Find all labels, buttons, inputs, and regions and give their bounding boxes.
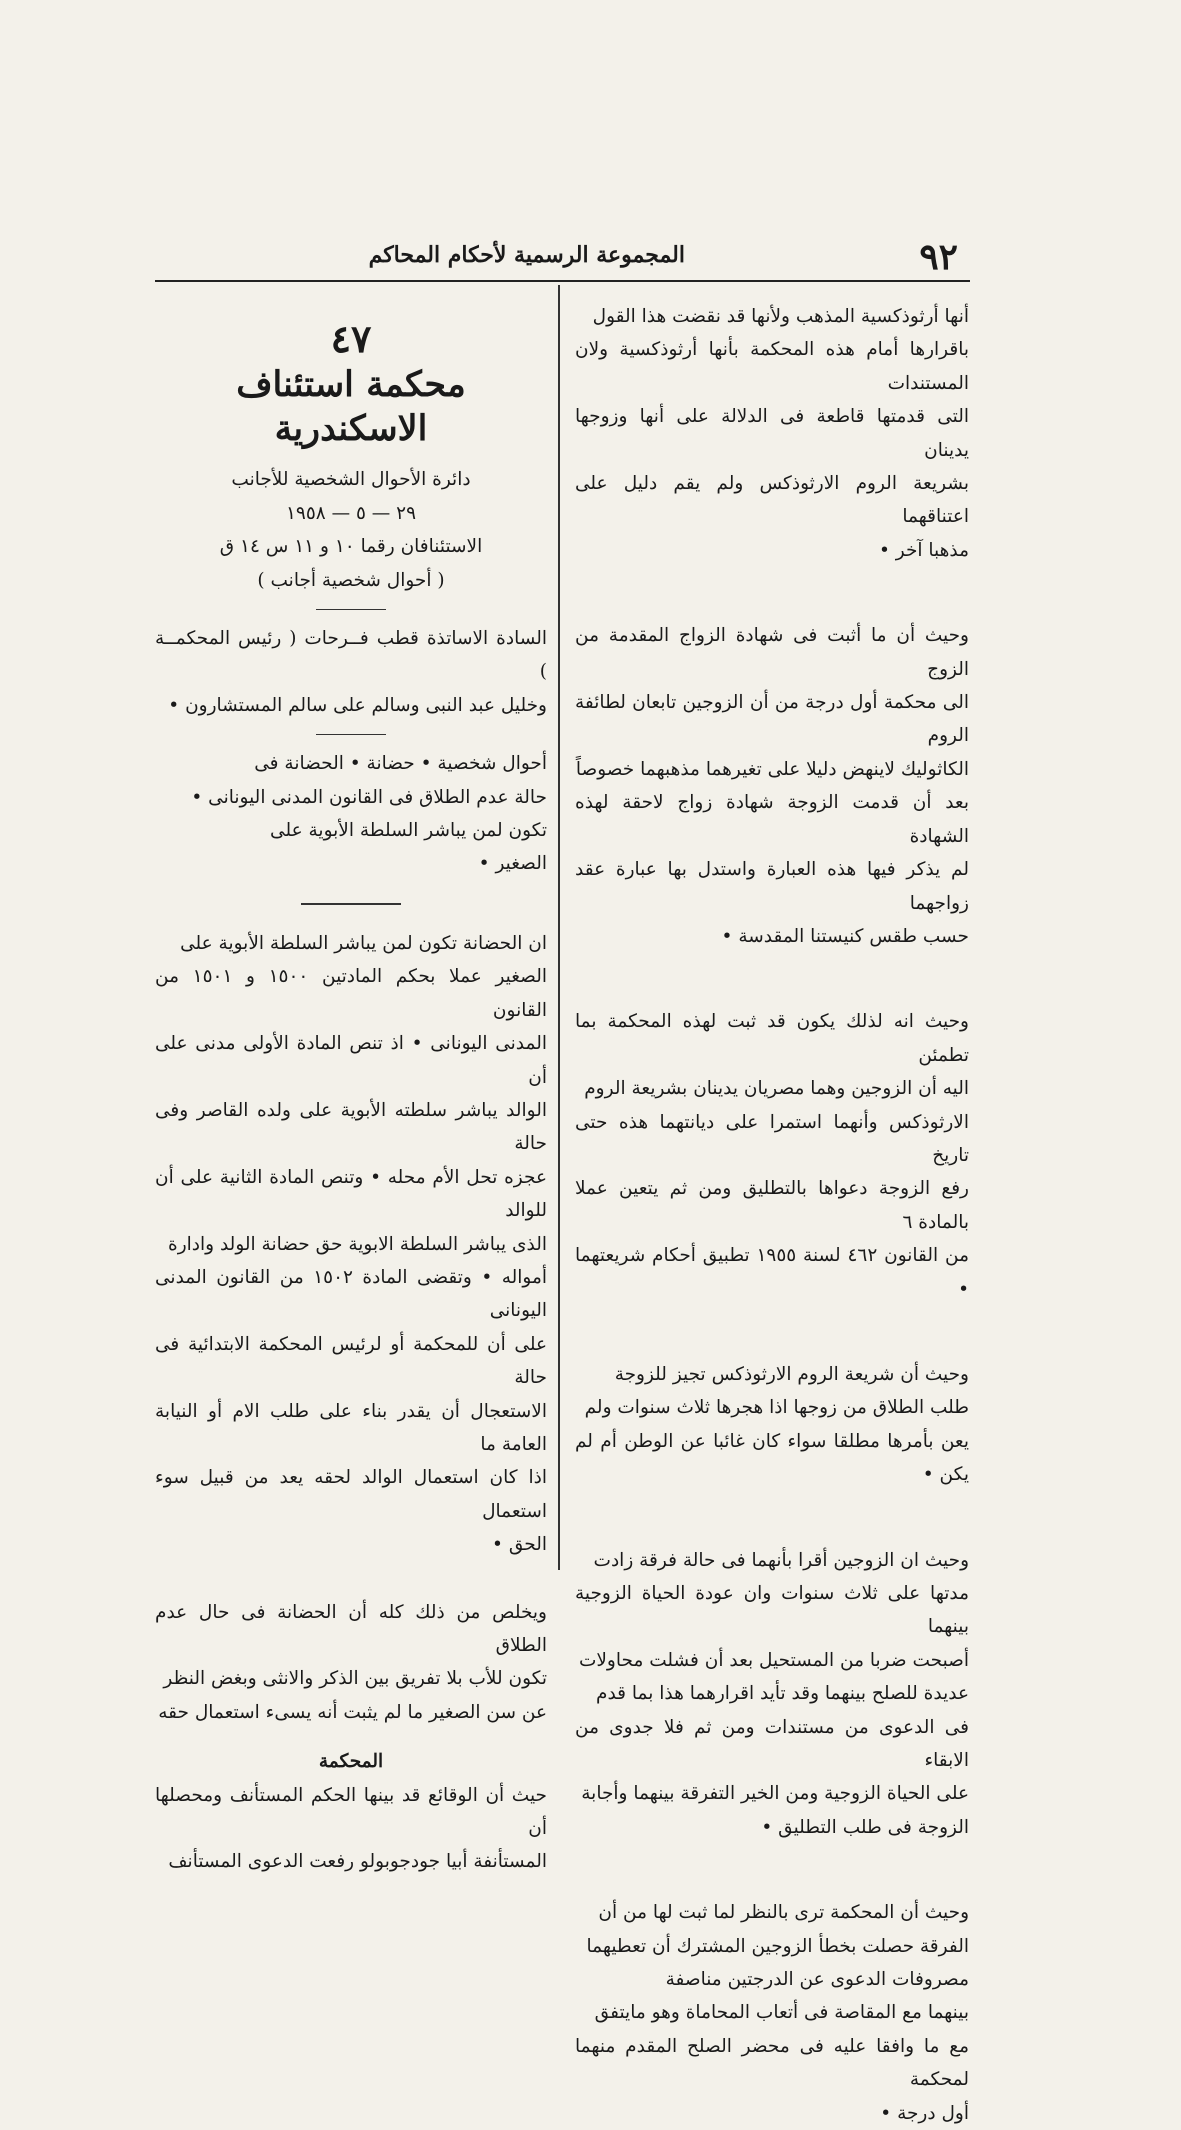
principle-line: الذى يباشر السلطة الابوية حق حضانة الولد وادارة (168, 1233, 547, 1255)
court-text-line: حيث أن الوقائع قد بينها الحكم المستأنف ومحصلها أن (155, 1784, 547, 1840)
running-title: المجموعة الرسمية لأحكام المحاكم (368, 242, 685, 268)
text-line: مدتها على ثلاث سنوات وان عودة الحياة الزوجية بينهما (575, 1583, 969, 1638)
appeal-numbers: الاستئنافان رقما ١٠ و ١١ س ١٤ ق (219, 536, 483, 558)
principle-line: على أن للمحكمة أو لرئيس المحكمة الابتدائية فى حالة (155, 1333, 547, 1389)
right-column (575, 300, 969, 2130)
text-line: وحيث انه لذلك يكون قد ثبت لهذه المحكمة بما تطمئن (575, 1011, 969, 1066)
text-line: مذهبا آخر • (878, 539, 969, 561)
judgment-date: ٢٩ — ٥ — ١٩٥٨ (285, 502, 417, 524)
text-line: لم يذكر فيها هذه العبارة واستدل بها عبارة عقد زواجهما (575, 859, 969, 914)
judges-line: وخليل عبد النبى وسالم على سالم المستشارون • (168, 694, 547, 716)
text-line: من القانون ٤٦٢ لسنة ١٩٥٥ تطبيق أحكام شريعتهما • (575, 1245, 969, 1300)
text-line: الارثوذكس وأنهما استمرا على ديانتهما هذه حتى تاريخ (575, 1111, 969, 1166)
paragraph-gap (155, 1562, 547, 1596)
divider (316, 609, 386, 610)
text-line: التى قدمتها قاطعة فى الدلالة على أنها وزوجها يدينان (575, 406, 969, 461)
text-line: أول درجة • (880, 2102, 969, 2124)
principle-line: الوالد يباشر سلطته الأبوية على ولده القاصر وفى حالة (155, 1099, 547, 1155)
paragraph-gap (575, 567, 969, 619)
text-line: طلب الطلاق من زوجها اذا هجرها ثلاث سنوات ولم (584, 1397, 969, 1419)
principle-line: تكون للأب بلا تفريق بين الذكر والانثى وبغض النظر (163, 1668, 547, 1690)
principle-line: المدنى اليونانى • اذ تنص المادة الأولى مدنى على أن (155, 1033, 547, 1088)
text-line: بعد أن قدمت الزوجة شهادة زواج لاحقة لهذه الشهادة (575, 792, 969, 847)
court-heading: المحكمة (318, 1751, 384, 1773)
text-line: فى الدعوى من مستندات ومن ثم فلا جدوى من الابقاء (575, 1716, 969, 1772)
principle-line: الاستعجال أن يقدر بناء على طلب الام أو النيابة العامة ما (155, 1400, 547, 1455)
principle-line: عن سن الصغير ما لم يثبت أنه يسىء استعمال حقه (158, 1701, 547, 1723)
text-line: مع ما وافقا عليه فى محضر الصلح المقدم منهما لمحكمة (575, 2035, 969, 2091)
principle-line: الصغير عملا بحكم المادتين ١٥٠٠ و ١٥٠١ من القانون (155, 966, 547, 1021)
case-type: ( أحوال شخصية أجانب ) (257, 569, 445, 591)
divider (316, 734, 386, 735)
page-number: ٩٢ (919, 236, 958, 278)
principle-line: ان الحضانة تكون لمن يباشر السلطة الأبوية على (180, 932, 547, 954)
text-line: بينهما مع المقاصة فى أتعاب المحاماة وهو مايتفق (594, 2002, 969, 2024)
text-line: الزوجة فى طلب التطليق • (761, 1816, 969, 1838)
principle-line: الحق • (492, 1534, 547, 1556)
divider (301, 903, 401, 905)
principle-line: ويخلص من ذلك كله أن الحضانة فى حال عدم الطلاق (155, 1601, 547, 1656)
circuit-name: دائرة الأحوال الشخصية للأجانب (231, 469, 471, 491)
text-line: أنها أرثوذكسية المذهب ولأنها قد نقضت هذا القول (592, 306, 969, 327)
text-line: على الحياة الزوجية ومن الخير التفرقة بينهما وأجابة (581, 1783, 969, 1805)
page-header (155, 236, 970, 282)
paragraph-gap (575, 953, 969, 1005)
text-line: الكاثوليك لاينهض دليلا على تغيرهما مذهبهما خصوصاً (575, 758, 969, 780)
summary-line: الصغير • (478, 853, 547, 875)
text-line: وحيث أن شريعة الروم الارثوذكس تجيز للزوجة (614, 1363, 969, 1385)
text-line: وحيث أن المحكمة ترى بالنظر لما ثبت لها من أن (598, 1902, 969, 1924)
judges-line: السادة الاساتذة قطب فــرحات ( رئيس المحكمــة ) (155, 628, 547, 683)
paragraph-gap (575, 1844, 969, 1896)
text-line: وحيث ان الزوجين أقرا بأنهما فى حالة فرقة زادت (593, 1549, 969, 1571)
court-name: محكمة استئناف الاسكندرية (236, 364, 466, 450)
text-line: اليه أن الزوجين وهما مصريان يدينان بشريعة الروم (584, 1078, 969, 1100)
left-column (155, 300, 547, 1879)
text-line: يعن بأمرها مطلقا سواء كان غائبا عن الوطن أم لم يكن • (575, 1430, 969, 1486)
text-line: رفع الزوجة دعواها بالتطليق ومن ثم يتعين عملا بالمادة ٦ (575, 1178, 969, 1233)
text-line: الفرقة حصلت بخطأ الزوجين المشترك أن تعطيهما (586, 1935, 969, 1957)
summary-line: تكون لمن يباشر السلطة الأبوية على (270, 820, 547, 842)
text-line: بشريعة الروم الارثوذكس ولم يقم دليل على اعتناقهما (575, 473, 969, 528)
column-divider (558, 285, 560, 1570)
text-line: وحيث أن ما أثبت فى شهادة الزواج المقدمة من الزوج (575, 625, 969, 680)
case-number: ٤٧ (330, 316, 372, 361)
text-line: حسب طقس كنيستنا المقدسة • (721, 925, 969, 947)
paragraph-gap (575, 1492, 969, 1544)
text-line: باقرارها أمام هذه المحكمة بأنها أرثوذكسية ولان المستندات (575, 339, 969, 394)
summary-line: أحوال شخصية • حضانة • الحضانة فى (254, 753, 547, 775)
text-line: أصبحت ضربا من المستحيل بعد أن فشلت محاولات (578, 1649, 969, 1671)
summary-line: حالة عدم الطلاق فى القانون المدنى اليونانى • (191, 786, 547, 808)
paragraph-gap (575, 1306, 969, 1358)
principle-line: عجزه تحل الأم محله • وتنص المادة الثانية على أن للوالد (155, 1166, 547, 1222)
principle-line: أمواله • وتقضى المادة ١٥٠٢ من القانون المدنى اليونانى (155, 1266, 547, 1322)
court-text-line: المستأنفة أبيا جودجوبولو رفعت الدعوى المستأنف (168, 1851, 547, 1873)
text-line: مصروفات الدعوى عن الدرجتين مناصفة (665, 1969, 969, 1991)
text-line: عديدة للصلح بينهما وقد تأيد اقرارهما هذا بما قدم (596, 1683, 969, 1705)
principle-line: اذا كان استعمال الوالد لحقه يعد من قبيل سوء استعمال (155, 1467, 547, 1522)
text-line: الى محكمة أول درجة من أن الزوجين تابعان لطائفة الروم (575, 692, 969, 747)
